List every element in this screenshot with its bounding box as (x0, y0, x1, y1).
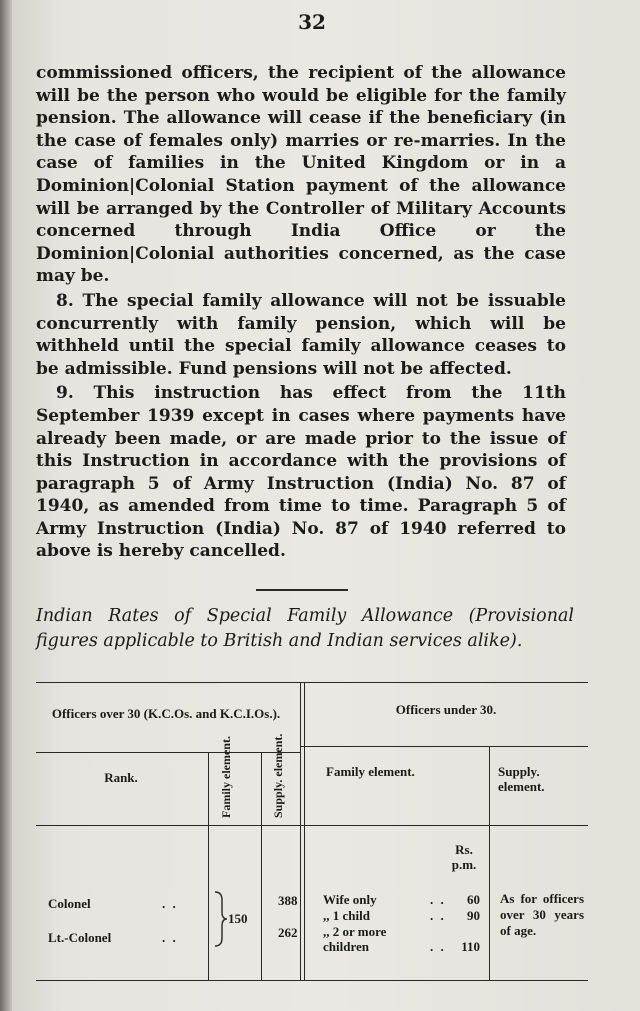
table-heading: Indian Rates of Special Family Allowance (Provisional figures applicable to British and Indian services alike). (36, 606, 574, 651)
leader-dots: . . (430, 892, 446, 907)
family-supply-divider (261, 752, 262, 980)
u30-one-child: ,, 1 child (323, 908, 370, 923)
under30-header: Officers under 30. (395, 702, 497, 717)
leader-dots: . . (430, 908, 446, 923)
family-value-shared: 150 (228, 911, 248, 926)
paragraph-9: 9. This instruction has effect from the 11th September 1939 except in cases where payments have already been made, or are made prior to the issue of this Instruction in accordance with the provisions of paragraph 5 of Army Instruction (India) No. 87 of 1940, as amended from time to time. Paragraph 5 of Army Instruction (India) No. 87 of 1940 referred to above is hereby cancelled. (36, 383, 566, 562)
allowance-table (36, 682, 588, 982)
u30-one-child-amount: 90 (467, 908, 480, 923)
supply-element-header: Supply. element. (271, 733, 285, 818)
u30-wife-amount: 60 (467, 892, 480, 907)
u30-family-header: Family element. (326, 764, 415, 779)
u30-two-or-more: ,, 2 or more children (323, 924, 387, 954)
page-number: 32 (298, 10, 326, 34)
supply-lt-colonel: 262 (278, 925, 298, 940)
group-divider-double (304, 682, 305, 980)
leader-dots: . . (430, 939, 446, 954)
rank-lt-colonel: Lt.-Colonel (48, 930, 112, 945)
under30-header-rule (300, 746, 588, 747)
over30-header: Officers over 30 (K.C.Os. and K.C.I.Os.). (51, 706, 281, 721)
leader-dots: . . (162, 930, 178, 945)
family-element-header: Family element. (219, 736, 233, 818)
u30-two-or-more-amount: 110 (461, 939, 480, 954)
currency-unit: Rs. p.m. (451, 842, 477, 872)
rank-header: Rank. (104, 770, 138, 785)
rank-family-divider (208, 752, 209, 980)
group-divider (300, 682, 301, 980)
paragraph-continuation: commissioned officers, the recipient of the allowance will be the person who would be eligible for the family pension. The allowance will cease if the beneficiary (in the case of females only) marries or re-marries. In the case of families in the United Kingdom or in a Dominion|Colonial Station payment of the allowance will be arranged by the Controller of Military Accounts concerned through India Office or the Dominion|Colonial authorities concerned, as the case may be. (36, 63, 566, 287)
brace-icon (212, 890, 228, 948)
table-top-rule (36, 682, 588, 683)
u30-wife-only: Wife only (323, 892, 377, 907)
body-text (36, 62, 566, 563)
paragraph-8: 8. The special family allowance will not be issuable concurrently with family pension, which will be withheld until the special family allowance ceases to be admissible. Fund pensions will not be affected. (36, 290, 566, 379)
u30-supply-note: As for officers over 30 years of age. (500, 891, 584, 938)
column-header-rule (36, 825, 588, 826)
table-bottom-rule (36, 980, 588, 981)
supply-colonel: 388 (278, 893, 298, 908)
section-divider (256, 589, 348, 591)
leader-dots: . . (162, 896, 178, 911)
rank-colonel: Colonel (48, 896, 91, 911)
book-page (12, 0, 640, 1011)
u30-family-supply-divider (489, 746, 490, 980)
u30-supply-header: Supply. element. (498, 764, 545, 794)
